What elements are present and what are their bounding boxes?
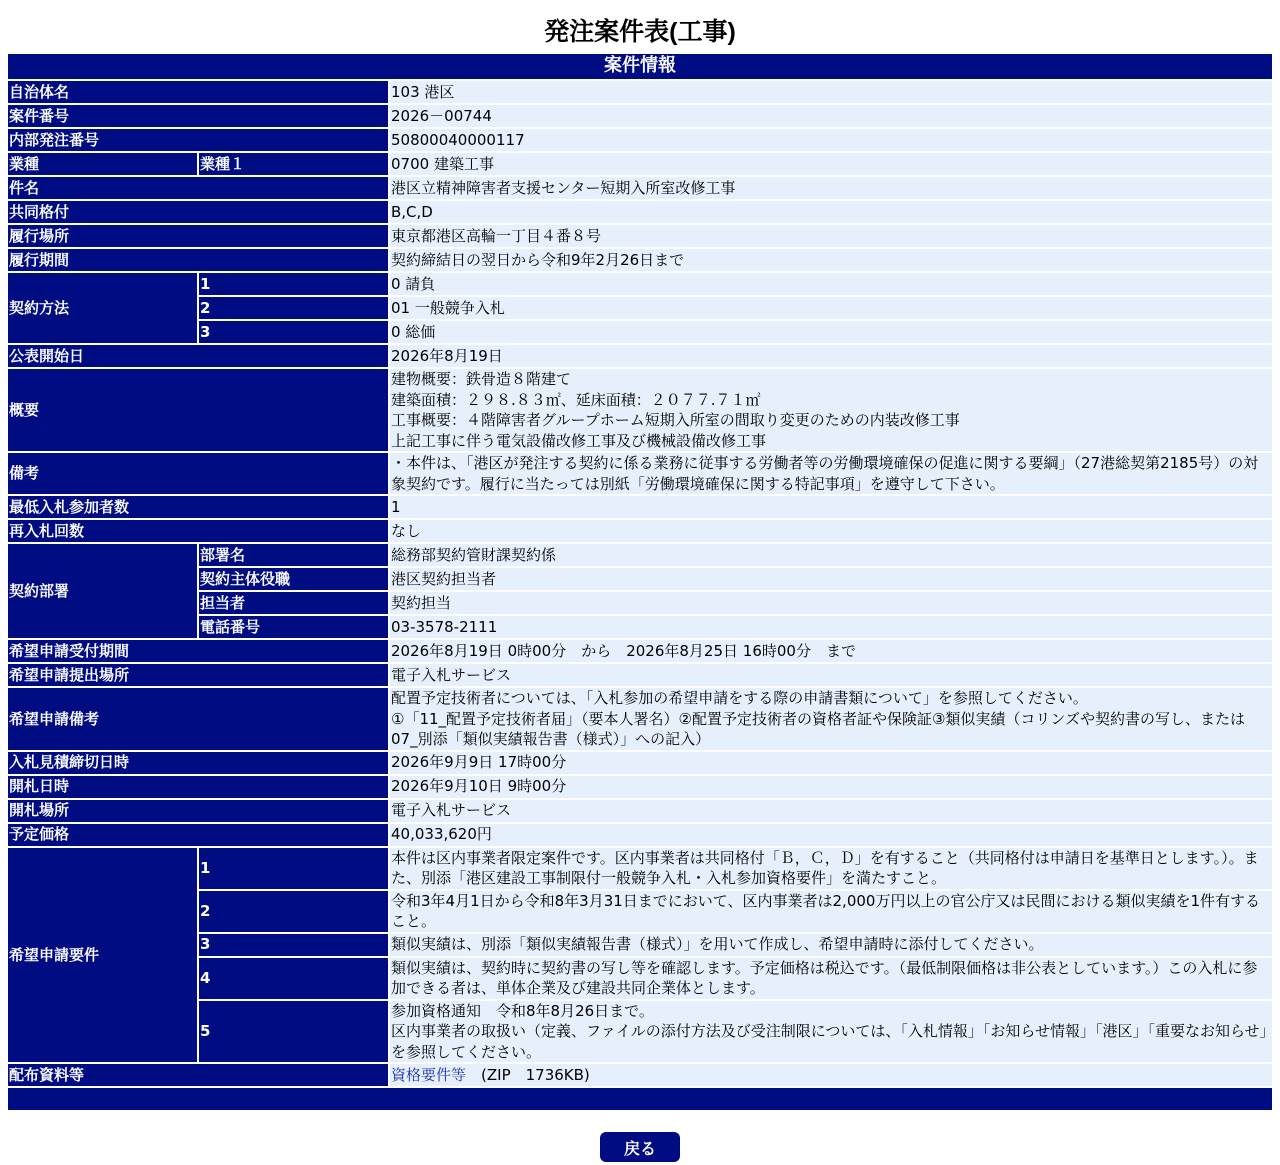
location-label: 履行場所 [8, 225, 388, 247]
period-value: 契約締結日の翌日から令和9年2月26日まで [390, 249, 1272, 271]
table-row [8, 520, 1272, 542]
application-place-label: 希望申請提出場所 [8, 664, 388, 686]
requirement-no: 3 [199, 934, 388, 956]
requirement-value [390, 1001, 1272, 1063]
table-row [8, 664, 1272, 686]
table-row [8, 958, 1272, 999]
opening-place-value: 電子入札サービス [390, 800, 1272, 822]
table-row [8, 177, 1272, 199]
joint-rating-label: 共同格付 [8, 201, 388, 223]
internal-number-label: 内部発注番号 [8, 129, 388, 151]
table-row [8, 1001, 1272, 1063]
table-row [8, 800, 1272, 822]
table-row [8, 81, 1272, 103]
contract-method-no: 1 [199, 273, 388, 295]
contract-dept-value: 総務部契約管財課契約係 [390, 544, 1272, 566]
contract-method-value: 0 請負 [390, 273, 1272, 295]
page-title: 発注案件表(工事) [544, 18, 736, 46]
contract-method-label: 契約方法 [8, 273, 197, 343]
min-bidders-label: 最低入札参加者数 [8, 496, 388, 518]
requirement-no: 1 [199, 848, 388, 889]
remarks-label: 備考 [8, 453, 388, 494]
table-row [8, 568, 1272, 590]
requirement-no: 2 [199, 891, 388, 932]
rebid-count-value: なし [390, 520, 1272, 542]
industry-value: 0700 建築工事 [390, 153, 1272, 175]
industry-sub-label: 業種１ [199, 153, 388, 175]
application-period-label: 希望申請受付期間 [8, 640, 388, 662]
table-row [8, 369, 1272, 451]
table-row [8, 848, 1272, 889]
documents-label: 配布資料等 [8, 1064, 388, 1086]
application-place-value: 電子入札サービス [390, 664, 1272, 686]
table-row [8, 688, 1272, 750]
table-row [8, 153, 1272, 175]
contract-dept-sub-label: 電話番号 [199, 616, 388, 638]
bid-deadline-value: 2026年9月9日 17時00分 [390, 752, 1272, 774]
bid-deadline-label: 入札見積締切日時 [8, 752, 388, 774]
subject-value: 港区立精神障害者支援センター短期入所室改修工事 [390, 177, 1272, 199]
opening-date-label: 開札日時 [8, 776, 388, 798]
requirements-label: 希望申請要件 [8, 848, 197, 1063]
planned-price-label: 予定価格 [8, 824, 388, 846]
table-row [8, 105, 1272, 127]
case-info-table [6, 52, 1274, 1112]
table-row [8, 592, 1272, 614]
opening-date-value: 2026年9月10日 9時00分 [390, 776, 1272, 798]
municipality-value: 103 港区 [390, 81, 1272, 103]
contract-method-no: 2 [199, 297, 388, 319]
summary-line: 工事概要：４階障害者グループホーム短期入所室の間取り変更のための内装改修工事 [391, 411, 960, 429]
table-row [8, 640, 1272, 662]
table-row [8, 225, 1272, 247]
summary-line: 建築面積：２９８.８３㎡、延床面積：２０７７.７１㎡ [391, 390, 761, 409]
contract-dept-value: 港区契約担当者 [390, 568, 1272, 590]
application-notes-value [390, 688, 1272, 750]
table-row [8, 321, 1272, 343]
table-row [8, 201, 1272, 223]
summary-line: 建物概要：鉄骨造８階建て [391, 370, 572, 388]
rebid-count-label: 再入札回数 [8, 520, 388, 542]
case-number-label: 案件番号 [8, 105, 388, 127]
application-notes-line: ①「11_配置予定技術者届」（要本人署名）②配置予定技術者の資格者証や保険証③類似実績（コリンズや契約書の写し、または07_別添「類似実績報告書（様式）」への記入） [391, 709, 1245, 748]
requirement-value [390, 934, 1272, 956]
summary-value [390, 369, 1272, 451]
opening-place-label: 開札場所 [8, 800, 388, 822]
contract-method-value: 0 総価 [390, 321, 1272, 343]
table-row [8, 776, 1272, 798]
table-row [8, 616, 1272, 638]
table-row [8, 752, 1272, 774]
location-value: 東京都港区高輪一丁目４番８号 [390, 225, 1272, 247]
table-row [8, 129, 1272, 151]
contract-dept-value: 03-3578-2111 [390, 616, 1272, 638]
requirement-line: 区内事業者の取扱い（定義、ファイルの添付方法及び受注制限については、「入札情報」「お知らせ情報」「港区」「重要なお知らせ」を参照してください。 [391, 1022, 1268, 1061]
documents-value [390, 1064, 1272, 1086]
contract-method-no: 3 [199, 321, 388, 343]
contract-dept-sub-label: 部署名 [199, 544, 388, 566]
documents-download-link[interactable]: 資格要件等 [391, 1065, 467, 1084]
joint-rating-value: B,C,D [390, 201, 1272, 223]
publish-date-value: 2026年8月19日 [390, 345, 1272, 367]
requirement-no: 5 [199, 1001, 388, 1063]
internal-number-value: 50800040000117 [390, 129, 1272, 151]
section-header: 案件情報 [8, 54, 1272, 79]
industry-label: 業種 [8, 153, 197, 175]
requirement-line: 類似実績は、契約時に契約書の写し等を確認します。予定価格は税込です。（最低制限価格は非公表としています。）この入札に参加できる者は、単体企業及び建設共同企業体とします。 [391, 958, 1258, 997]
table-row [8, 891, 1272, 932]
table-row [8, 544, 1272, 566]
table-row [8, 345, 1272, 367]
summary-line: 上記工事に伴う電気設備改修工事及び機械設備改修工事 [391, 431, 767, 450]
table-row [8, 249, 1272, 271]
subject-label: 件名 [8, 177, 388, 199]
documents-file-info: (ZIP 1736KB) [466, 1065, 590, 1084]
publish-date-label: 公表開始日 [8, 345, 388, 367]
contract-dept-value: 契約担当 [390, 592, 1272, 614]
table-row [8, 934, 1272, 956]
requirement-line: 類似実績は、別添「類似実績報告書（様式）」を用いて作成し、希望申請時に添付してください。 [391, 935, 1044, 954]
table-row [8, 496, 1272, 518]
application-notes-label: 希望申請備考 [8, 688, 388, 750]
requirement-no: 4 [199, 958, 388, 999]
requirement-value [390, 958, 1272, 999]
period-label: 履行期間 [8, 249, 388, 271]
case-number-value: 2026－00744 [390, 105, 1272, 127]
table-row [8, 273, 1272, 295]
requirement-line: 本件は区内事業者限定案件です。区内事業者は共同格付「Ｂ，Ｃ，Ｄ」を有すること（共同格付は申請日を基準日とします。）。また、別添「港区建設工事制限付一般競争入札・入札参加資格要件」を満たすこと。 [391, 848, 1259, 887]
back-button[interactable]: 戻る [600, 1132, 680, 1162]
municipality-label: 自治体名 [8, 81, 388, 103]
summary-label: 概要 [8, 369, 388, 451]
application-period-value: 2026年8月19日 0時00分 から 2026年8月25日 16時00分 まで [390, 640, 1272, 662]
remarks-value: ・本件は、「港区が発注する契約に係る業務に従事する労働者等の労働環境確保の促進に関する要綱」（27港総契第2185号）の対象契約です。履行に当たっては別紙「労働環境確保に関する特記事項」を遵守して下さい。 [390, 453, 1272, 494]
contract-dept-sub-label: 担当者 [199, 592, 388, 614]
requirement-line: 参加資格通知 令和8年8月26日まで。 [391, 1001, 654, 1020]
table-row [8, 297, 1272, 319]
min-bidders-value: 1 [390, 496, 1272, 518]
table-row [8, 1064, 1272, 1086]
table-row [8, 453, 1272, 494]
contract-dept-label: 契約部署 [8, 544, 197, 638]
table-footer-bar [8, 1088, 1272, 1110]
contract-method-value: 01 一般競争入札 [390, 297, 1272, 319]
application-notes-line: 配置予定技術者については、「入札参加の希望申請をする際の申請書類について」を参照してください。 [391, 689, 1088, 707]
table-row [8, 824, 1272, 846]
requirement-value [390, 891, 1272, 932]
requirement-value [390, 848, 1272, 889]
requirement-line: 令和3年4月1日から令和8年3月31日までにおいて、区内事業者は2,000万円以上の官公庁又は民間における類似実績を1件有すること。 [391, 891, 1260, 930]
contract-dept-sub-label: 契約主体役職 [199, 568, 388, 590]
planned-price-value: 40,033,620円 [390, 824, 1272, 846]
